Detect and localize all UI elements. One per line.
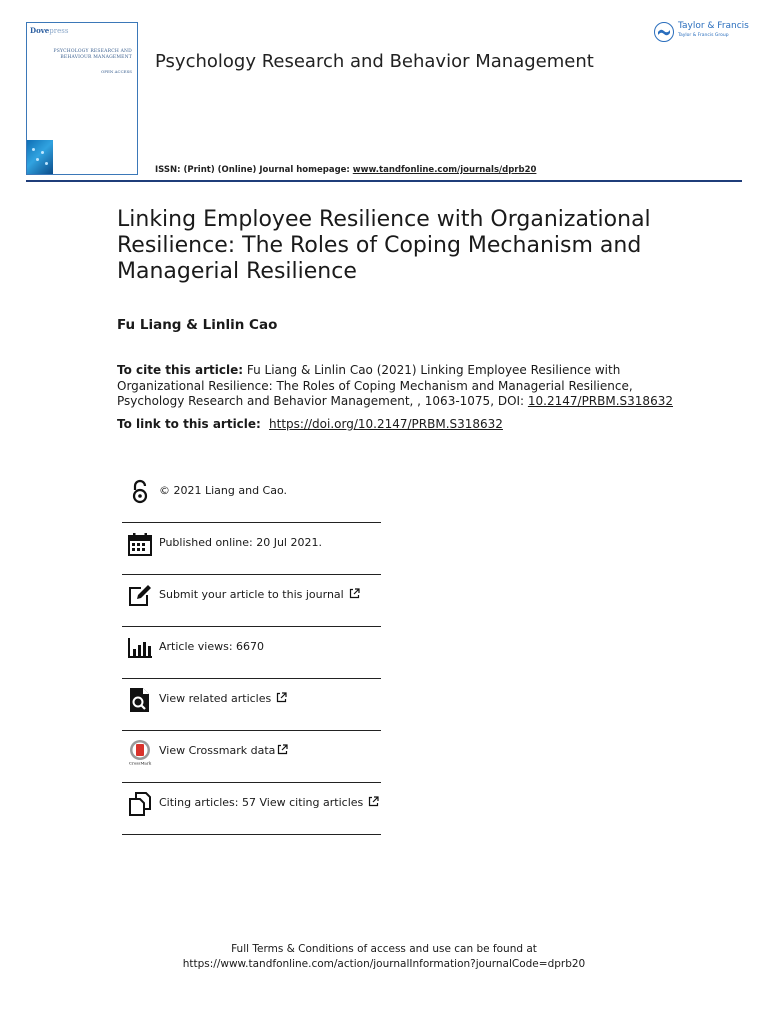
- external-link-icon: [368, 796, 379, 807]
- info-row-views: [122, 627, 381, 679]
- taylor-francis-logo: [654, 22, 749, 42]
- logo-name: Taylor & Francis: [678, 21, 749, 31]
- cover-publisher: Dovepress: [30, 26, 69, 35]
- article-link-line: To link to this article: https://doi.org/10.2147/PRBM.S318632: [117, 417, 503, 431]
- taylor-francis-logo-icon: [654, 22, 674, 42]
- info-row-citing[interactable]: [122, 783, 381, 835]
- footer-terms: [0, 942, 768, 972]
- related-link[interactable]: View related articles: [159, 692, 272, 705]
- citing-articles-icon: [127, 791, 153, 817]
- article-url-link[interactable]: https://doi.org/10.2147/PRBM.S318632: [269, 417, 503, 431]
- info-row-crossmark[interactable]: [122, 731, 381, 783]
- info-row-copyright: [122, 471, 381, 523]
- footer-line1: Full Terms & Conditions of access and use can be found at: [231, 943, 537, 955]
- info-row-published: [122, 523, 381, 575]
- crossmark-icon-label: CrossMark: [128, 760, 152, 765]
- logo-sub: Taylor & Francis Group: [678, 33, 729, 38]
- related-articles-icon: [127, 687, 153, 713]
- crossmark-icon: [127, 739, 153, 765]
- cover-journal-title: PSYCHOLOGY RESEARCH AND BEHAVIOUR MANAGEMENT: [53, 49, 132, 60]
- footer-terms-link[interactable]: https://www.tandfonline.com/action/journalInformation?journalCode=dprb20: [182, 958, 586, 970]
- cover-open-access: OPEN ACCESS: [100, 69, 132, 74]
- article-authors: Fu Liang & Linlin Cao: [117, 317, 278, 333]
- cover-image: [27, 140, 53, 174]
- external-link-icon: [349, 588, 360, 599]
- journal-cover: [26, 22, 138, 175]
- open-access-icon: [127, 479, 153, 505]
- external-link-icon: [276, 692, 287, 703]
- issn-line: ISSN: (Print) (Online) Journal homepage: www.tandfonline.com/journals/dprb20: [155, 165, 537, 175]
- citing-link[interactable]: Citing articles: 57 View citing articles: [159, 796, 364, 809]
- submit-link[interactable]: Submit your article to this journal: [159, 588, 344, 601]
- article-title: Linking Employee Resilience with Organizational Resilience: The Roles of Coping Mechanism and Managerial Resilience: [117, 207, 651, 284]
- journal-homepage-link[interactable]: www.tandfonline.com/journals/dprb20: [352, 165, 537, 175]
- crossmark-link[interactable]: View Crossmark data: [159, 744, 276, 757]
- calendar-icon: [127, 531, 153, 557]
- header-rule: [26, 180, 742, 182]
- external-link-icon: [277, 744, 288, 755]
- bar-chart-icon: [127, 635, 153, 661]
- doi-link[interactable]: 10.2147/PRBM.S318632: [527, 394, 673, 408]
- copyright-text: © 2021 Liang and Cao.: [159, 484, 288, 497]
- citation-block: To cite this article: Fu Liang & Linlin Cao (2021) Linking Employee Resilience with Organizational Resilience: The Roles of Coping Mechanism and Managerial Resilience, Psychology Research and Behavior Management, , 1063-1075, DOI: 10.2147/PRBM.S318632: [117, 363, 673, 408]
- views-text: Article views: 6670: [159, 640, 265, 653]
- article-info-list: [122, 471, 381, 835]
- info-row-related[interactable]: [122, 679, 381, 731]
- info-row-submit[interactable]: [122, 575, 381, 627]
- edit-icon: [127, 583, 153, 609]
- journal-title: Psychology Research and Behavior Management: [155, 51, 594, 72]
- published-text: Published online: 20 Jul 2021.: [159, 536, 322, 549]
